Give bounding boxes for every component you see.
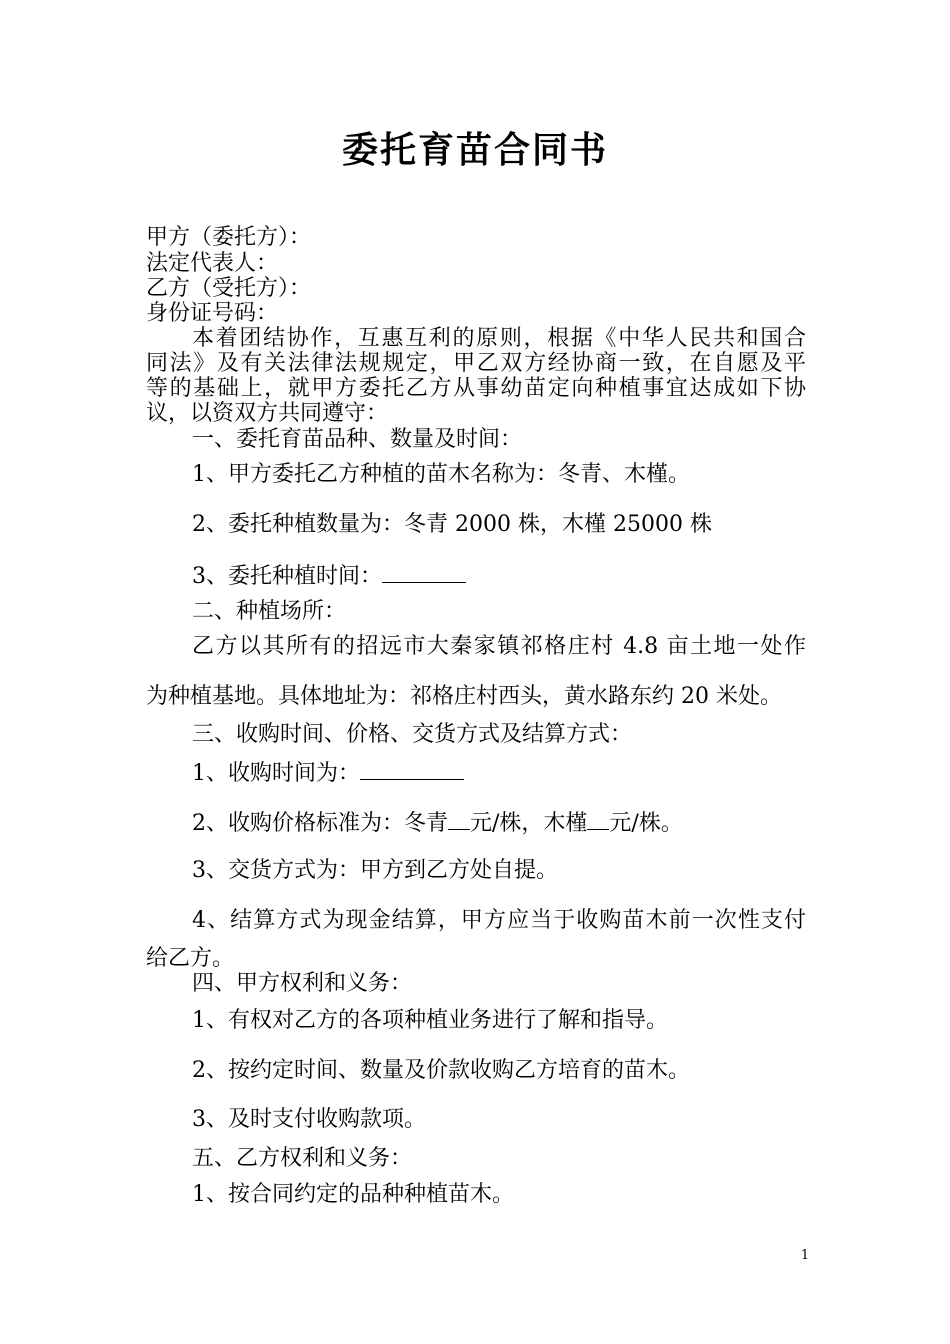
section-3-heading: 三、收购时间、价格、交货方式及结算方式： — [192, 722, 633, 747]
section-3-item-2 — [192, 809, 683, 837]
section-3-item-4-line-1: 4、结算方式为现金结算，甲方应当于收购苗木前一次性支付 — [192, 908, 806, 933]
price-mid: 元/株，木槿 — [470, 811, 588, 836]
section-3-item-4-line-2: 给乙方。 — [146, 946, 235, 971]
section-2-heading: 二、种植场所： — [192, 599, 347, 624]
section-1-item-2: 2、委托种植数量为：冬青 2000 株，木槿 25000 株 — [192, 512, 712, 537]
preamble-line-2: 同法》及有关法律法规规定，甲乙双方经协商一致，在自愿及平 — [146, 351, 806, 376]
dongqing-price-blank — [448, 809, 470, 830]
purchase-time-blank — [360, 759, 464, 780]
party-a-line: 甲方（委托方）： — [146, 225, 312, 250]
section-4-heading: 四、甲方权利和义务： — [192, 971, 413, 996]
section-4-item-3: 3、及时支付收购款项。 — [192, 1107, 426, 1132]
preamble-line-1: 本着团结协作，互惠互利的原则，根据《中华人民共和国合 — [192, 326, 806, 351]
section-5-item-1: 1、按合同约定的品种种植苗木。 — [192, 1182, 514, 1207]
price-end: 元/株。 — [609, 811, 683, 836]
preamble-line-3: 等的基础上，就甲方委托乙方从事幼苗定向种植事宜达成如下协 — [146, 376, 806, 401]
purchase-time-label: 1、收购时间为： — [192, 761, 360, 786]
section-1-item-1: 1、甲方委托乙方种植的苗木名称为：冬青、木槿。 — [192, 462, 690, 487]
section-3-item-3: 3、交货方式为：甲方到乙方处自提。 — [192, 858, 558, 883]
legal-rep-line: 法定代表人： — [146, 251, 279, 276]
section-4-item-1: 1、有权对乙方的各项种植业务进行了解和指导。 — [192, 1008, 668, 1033]
section-2-text-2: 为种植基地。具体地址为：祁格庄村西头，黄水路东约 20 米处。 — [146, 684, 782, 709]
party-b-line: 乙方（受托方）： — [146, 276, 312, 301]
planting-time-label: 3、委托种植时间： — [192, 564, 382, 589]
preamble-line-4: 议，以资双方共同遵守： — [146, 401, 389, 426]
mujin-price-blank — [587, 809, 609, 830]
id-number-line: 身份证号码： — [146, 301, 279, 326]
section-5-heading: 五、乙方权利和义务： — [192, 1146, 413, 1171]
page-number: 1 — [800, 1248, 810, 1263]
section-4-item-2: 2、按约定时间、数量及价款收购乙方培育的苗木。 — [192, 1058, 690, 1083]
document-title: 委托育苗合同书 — [341, 130, 608, 171]
price-label: 2、收购价格标准为：冬青 — [192, 811, 448, 836]
section-2-text-1: 乙方以其所有的招远市大秦家镇祁格庄村 4.8 亩土地一处作 — [192, 634, 806, 659]
section-3-item-1 — [192, 759, 464, 787]
planting-time-blank — [382, 562, 466, 583]
section-1-heading: 一、委托育苗品种、数量及时间： — [192, 427, 523, 452]
section-1-item-3 — [192, 562, 466, 590]
